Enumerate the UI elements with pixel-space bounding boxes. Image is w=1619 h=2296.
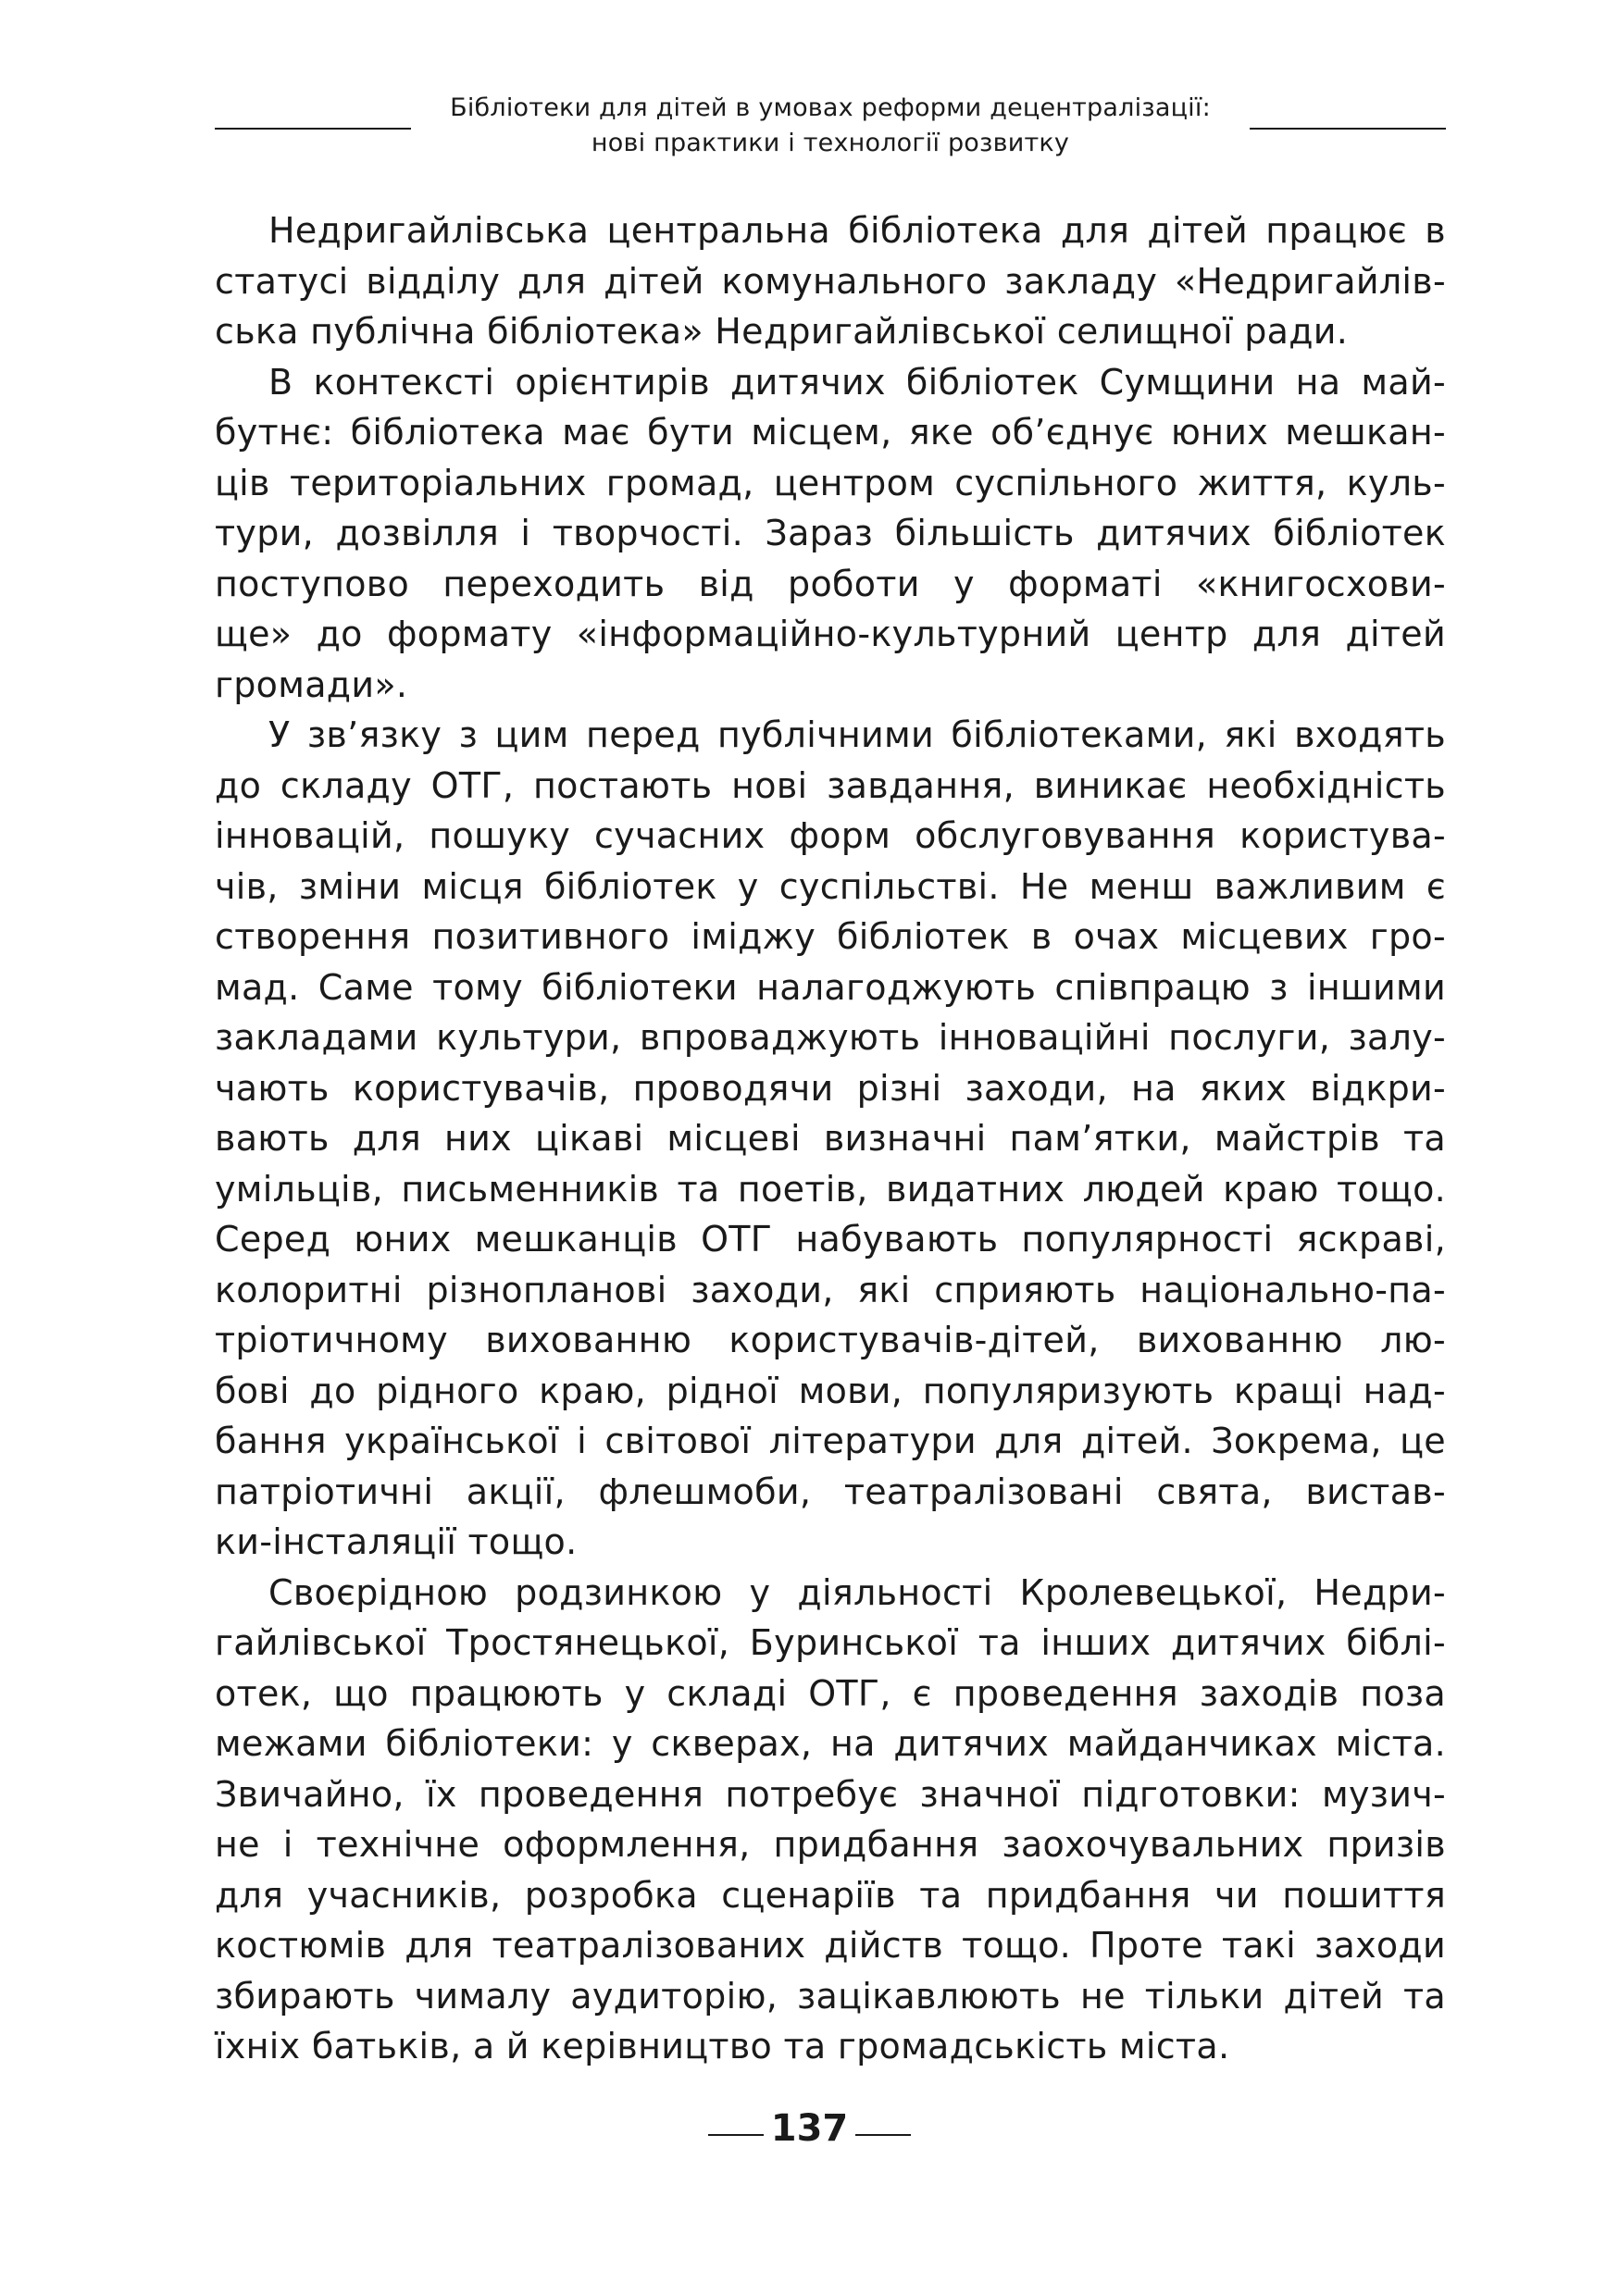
text-line: В контексті орієнтирів дитячих бібліотек Сумщини на май-: [268, 361, 1446, 403]
text-line: костюмів для театралізованих дійств тощо. Проте такі заходи: [215, 1925, 1446, 1966]
text-line: громади».: [215, 664, 408, 705]
text-line: їхніх батьків, а й керівництво та громадськість міста.: [215, 2026, 1230, 2066]
text-line: не і технічне оформлення, придбання заохочувальних призів: [215, 1824, 1446, 1865]
page-footer: [0, 2106, 1619, 2153]
text-line: колоритні різнопланові заходи, які сприяють національно-па-: [215, 1269, 1446, 1310]
body-text: [215, 205, 1446, 2072]
text-line: ців територіальних громад, центром суспільного життя, куль-: [215, 462, 1446, 503]
paragraph: [215, 710, 1446, 1568]
text-line: вають для них цікаві місцеві визначні пам’ятки, майстрів та: [215, 1118, 1446, 1159]
text-line: поступово переходить від роботи у форматі «книгосхови-: [215, 563, 1446, 604]
text-line: отек, що працюють у складі ОТГ, є проведення заходів поза: [215, 1672, 1446, 1714]
footer-rule-right: [855, 2134, 911, 2136]
text-line: створення позитивного іміджу бібліотек в очах місцевих гро-: [215, 916, 1446, 957]
text-line: інновацій, пошуку сучасних форм обслуговування користува-: [215, 815, 1446, 856]
text-line: гайлівської Тростянецької, Буринської та інших дитячих біблі-: [215, 1622, 1446, 1663]
text-line: ки-інсталяції тощо.: [215, 1521, 578, 1562]
text-line: бутнє: бібліотека має бути місцем, яке об’єднує юних мешкан-: [215, 412, 1446, 453]
text-line: до складу ОТГ, постають нові завдання, виникає необхідність: [215, 764, 1446, 806]
text-line: мад. Саме тому бібліотеки налагоджують співпрацю з іншими: [215, 966, 1446, 1008]
text-line: Серед юних мешканців ОТГ набувають популярності яскраві,: [215, 1219, 1446, 1260]
text-line: Своєрідною родзинкою у діяльності Кролевецької, Недри-: [268, 1571, 1446, 1613]
text-line: закладами культури, впроваджують інноваційні послуги, залу-: [215, 1017, 1446, 1058]
text-line: умільців, письменників та поетів, видатних людей краю тощо.: [215, 1168, 1446, 1210]
footer-rule-left: [708, 2134, 764, 2136]
header-rule-right: [1250, 128, 1446, 130]
header-title-line-1: Бібліотеки для дітей в умовах реформи децентралізації:: [450, 93, 1211, 122]
header-title-line-2: нові практики і технології розвитку: [591, 129, 1070, 157]
text-line: чів, зміни місця бібліотек у суспільстві. Не менш важливим є: [215, 865, 1446, 907]
text-line: тріотичному вихованню користувачів-дітей, вихованню лю-: [215, 1320, 1446, 1360]
running-header: [215, 89, 1446, 172]
text-line: тури, дозвілля і творчості. Зараз більшість дитячих бібліотек: [215, 513, 1446, 553]
text-line: У зв’язку з цим перед публічними бібліотеками, які входять: [268, 714, 1446, 755]
text-line: межами бібліотеки: у скверах, на дитячих майданчиках міста.: [215, 1723, 1446, 1764]
header-title: [411, 91, 1250, 161]
text-line: чають користувачів, проводячи різні заходи, на яких відкри-: [215, 1067, 1446, 1109]
header-rule-left: [215, 128, 411, 130]
text-line: збирають чималу аудиторію, зацікавлюють не тільки дітей та: [215, 1975, 1446, 2017]
text-line: ще» до формату «інформаційно-культурний центр для дітей: [215, 614, 1446, 654]
paragraph: [215, 205, 1446, 357]
text-line: патріотичні акції, флешмоби, театралізовані свята, вистав-: [215, 1471, 1446, 1512]
text-line: бові до рідного краю, рідної мови, популяризують кращі над-: [215, 1370, 1446, 1411]
text-line: ська публічна бібліотека» Недригайлівської селищної ради.: [215, 311, 1349, 352]
text-line: Звичайно, їх проведення потребує значної підготовки: музич-: [215, 1773, 1446, 1815]
text-line: для учасників, розробка сценаріїв та придбання чи пошиття: [215, 1874, 1446, 1916]
text-line: статусі відділу для дітей комунального закладу «Недригайлів-: [215, 260, 1446, 302]
page-number: 137: [770, 2107, 849, 2150]
paragraph: [215, 357, 1446, 711]
text-line: Недригайлівська центральна бібліотека для дітей працює в: [268, 210, 1446, 251]
text-line: бання української і світової літератури для дітей. Зокрема, це: [215, 1421, 1446, 1461]
paragraph: [215, 1568, 1446, 2072]
